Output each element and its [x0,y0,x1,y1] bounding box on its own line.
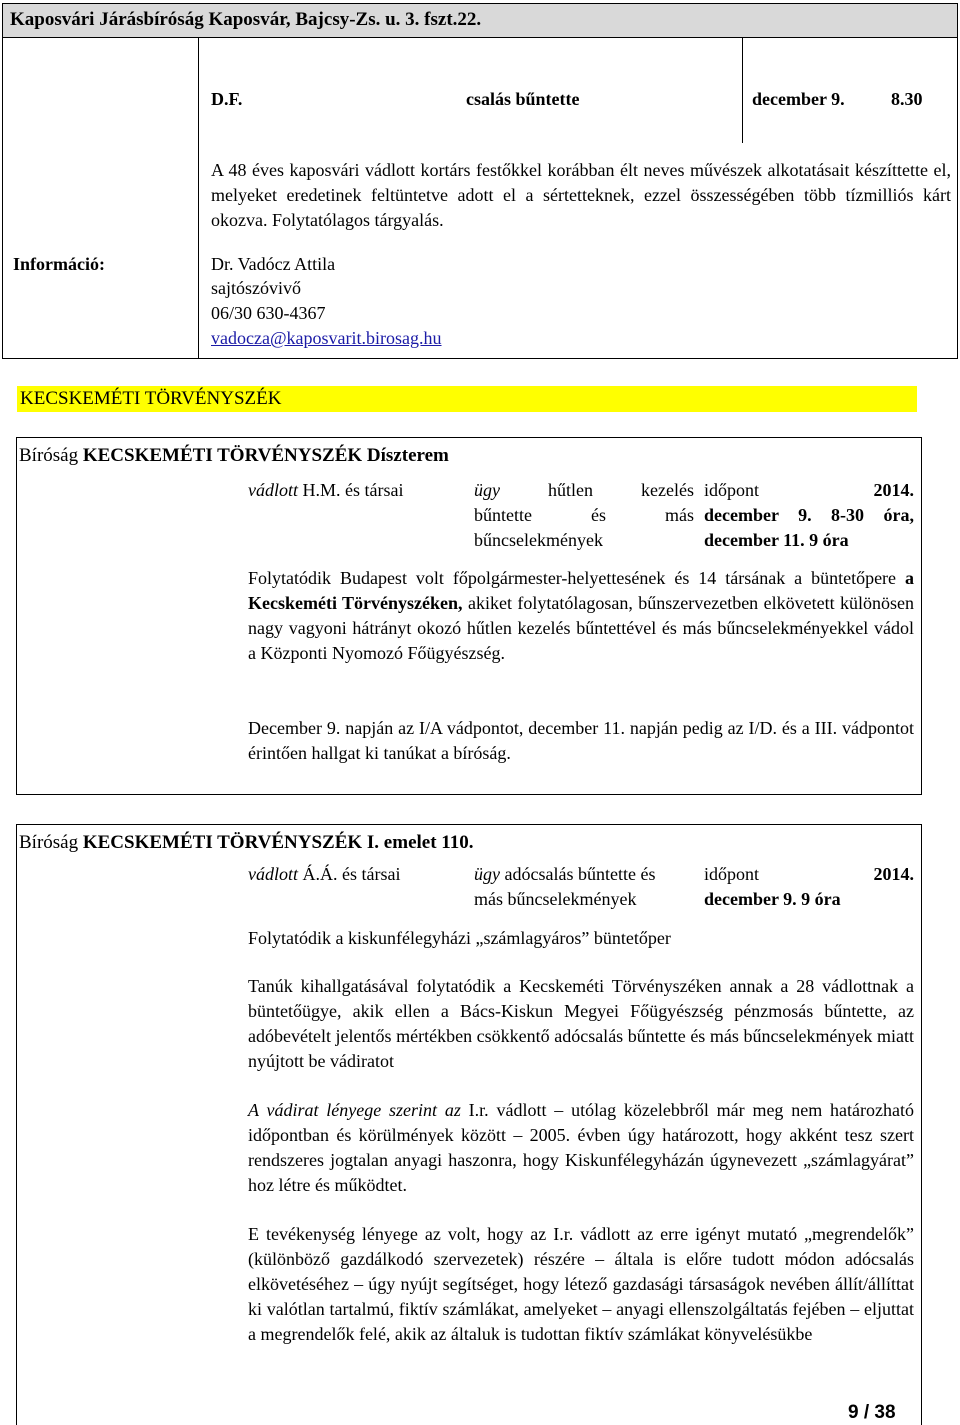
case-text-line2: bűntette és más [474,505,694,525]
court-room: KECSKEMÉTI TÖRVÉNYSZÉK Díszterem [82,445,449,466]
defendant-label: vádlott [248,480,298,500]
case-cell [474,862,696,912]
info-label: Információ: [13,254,105,274]
case-paragraph [248,566,914,666]
court-heading: KECSKEMÉTI TÖRVÉNYSZÉK [20,388,282,409]
time-line2: december 9. 8-30 óra, [704,505,914,525]
court-address: Kaposvári Járásbíróság Kaposvár, Bajcsy-Zs. u. 3. fszt.22. [10,9,482,30]
court-prefix: Bíróság [19,445,79,466]
contact-name: Dr. Vadócz Attila [211,254,336,274]
case-paragraph: Folytatódik a kiskunfélegyházi „számlagyáros” büntetőper [248,928,671,948]
time-cell [704,478,914,553]
time-label: időpont [704,864,760,884]
defendant-cell [248,478,403,503]
paragraph-bold: a Kecskeméti Törvényszéken, [248,568,914,613]
time-cell [704,862,914,912]
case-description: A 48 éves kaposvári vádlott kortárs festőkkel korábban élt neves művészek alkotatásait készíttette el, melyeket eredetinek feltüntetve adott el a sértetteknek, ezzel összességében több tízmilliós kárt okozva. Folytatólagos tárgyalás. [211,160,951,230]
paragraph-text: akiket folytatólagosan, bűnszervezetben elkövetett különösen nagy vagyoni hátrányt okozó hűtlen kezelés bűntettével és más bűncselekményekkel vádol a Központi Nyomozó Főügyészség. [248,593,914,663]
paragraph-text: I.r. vádlott – utólag közelebbről már meg nem határozható időpontban és körülmények között – 2005. évben úgy határozott, hogy akként tesz szert rendszeres jogtalan anyagi haszonra, hogy Kiskunfélegyházán úgynevezett „számlagyárat” hoz létre és működtet. [248,1100,914,1195]
time-year: 2014. [873,864,914,884]
divider [742,38,743,143]
court-room: KECSKEMÉTI TÖRVÉNYSZÉK I. emelet 110. [82,832,474,853]
contact-email-link[interactable]: vadocza@kaposvarit.birosag.hu [211,328,442,348]
case-type: csalás bűntette [466,89,580,109]
defendant-cell [248,862,400,887]
case-text-line1: hűtlen kezelés [548,480,694,500]
paragraph-text: Folytatódik Budapest volt főpolgármester-helyettesének és 14 társának a büntetőpere [248,568,905,588]
time-line2: december 9. 9 óra [704,889,841,909]
case-text-line2: más bűncselekmények [474,889,637,909]
defendant-value: H.M. és társai [302,480,404,500]
case-paragraph: December 9. napján az I/A vádpontot, december 11. napján pedig az I/D. és a III. vádpontot érintően hallgat ki tanúkat a bíróság. [248,718,914,763]
case-cell [474,478,694,553]
case-text-line3: bűncselekmények [474,530,603,550]
defendant-value: Á.Á. és társai [302,864,401,884]
case-paragraph: E tevékenység lényege az volt, hogy az I.r. vádlott az erre igényt mutató „megrendelők” (különböző gazdálkodó szervezetek) részére – általa is előre tudott módon adócsalás elkövetéséhez – úgy nyújt segítséget, hogy létező gazdasági társaságok nevében állít/állíttat ki valótlan tartalmú, fiktív számlákat, amelyeket – anyagi ellenszolgáltatás fejében – eljuttat a megrendelők felé, akik az általuk is tudottan fiktív számlákat könyvelésükbe [248,1224,914,1344]
defendant-label: vádlott [248,864,298,884]
case-paragraph [248,1098,914,1198]
defendant-initials: D.F. [211,89,243,109]
paragraph-italic: A vádirat lényege szerint az [248,1100,461,1120]
hearing-date: december 9. [752,89,845,109]
case-label: ügy [474,864,500,884]
time-line3: december 11. 9 óra [704,530,849,550]
page-number: 9 / 38 [848,1402,896,1423]
court-prefix: Bíróság [19,832,79,853]
case-court-line [19,443,449,468]
contact-phone: 06/30 630-4367 [211,303,326,323]
contact-role: sajtószóvivő [211,278,301,298]
hearing-time: 8.30 [891,89,923,109]
case-text-line1: adócsalás bűntette és [504,864,656,884]
divider [198,38,199,359]
case-paragraph: Tanúk kihallgatásával folytatódik a Kecskeméti Törvényszéken annak a 28 vádlottnak a büntetőügye, akik ellen a Bács-Kiskun Megyei Főügyészség pénzmosás bűntette, az adóbevételt jelentős mértékben csökkentő adócsalás bűntette és más bűncselekmények miatt nyújtott be vádiratot [248,976,914,1071]
time-year: 2014. [873,480,914,500]
case-court-line [19,830,474,855]
case-label: ügy [474,480,500,500]
time-label: időpont [704,480,760,500]
